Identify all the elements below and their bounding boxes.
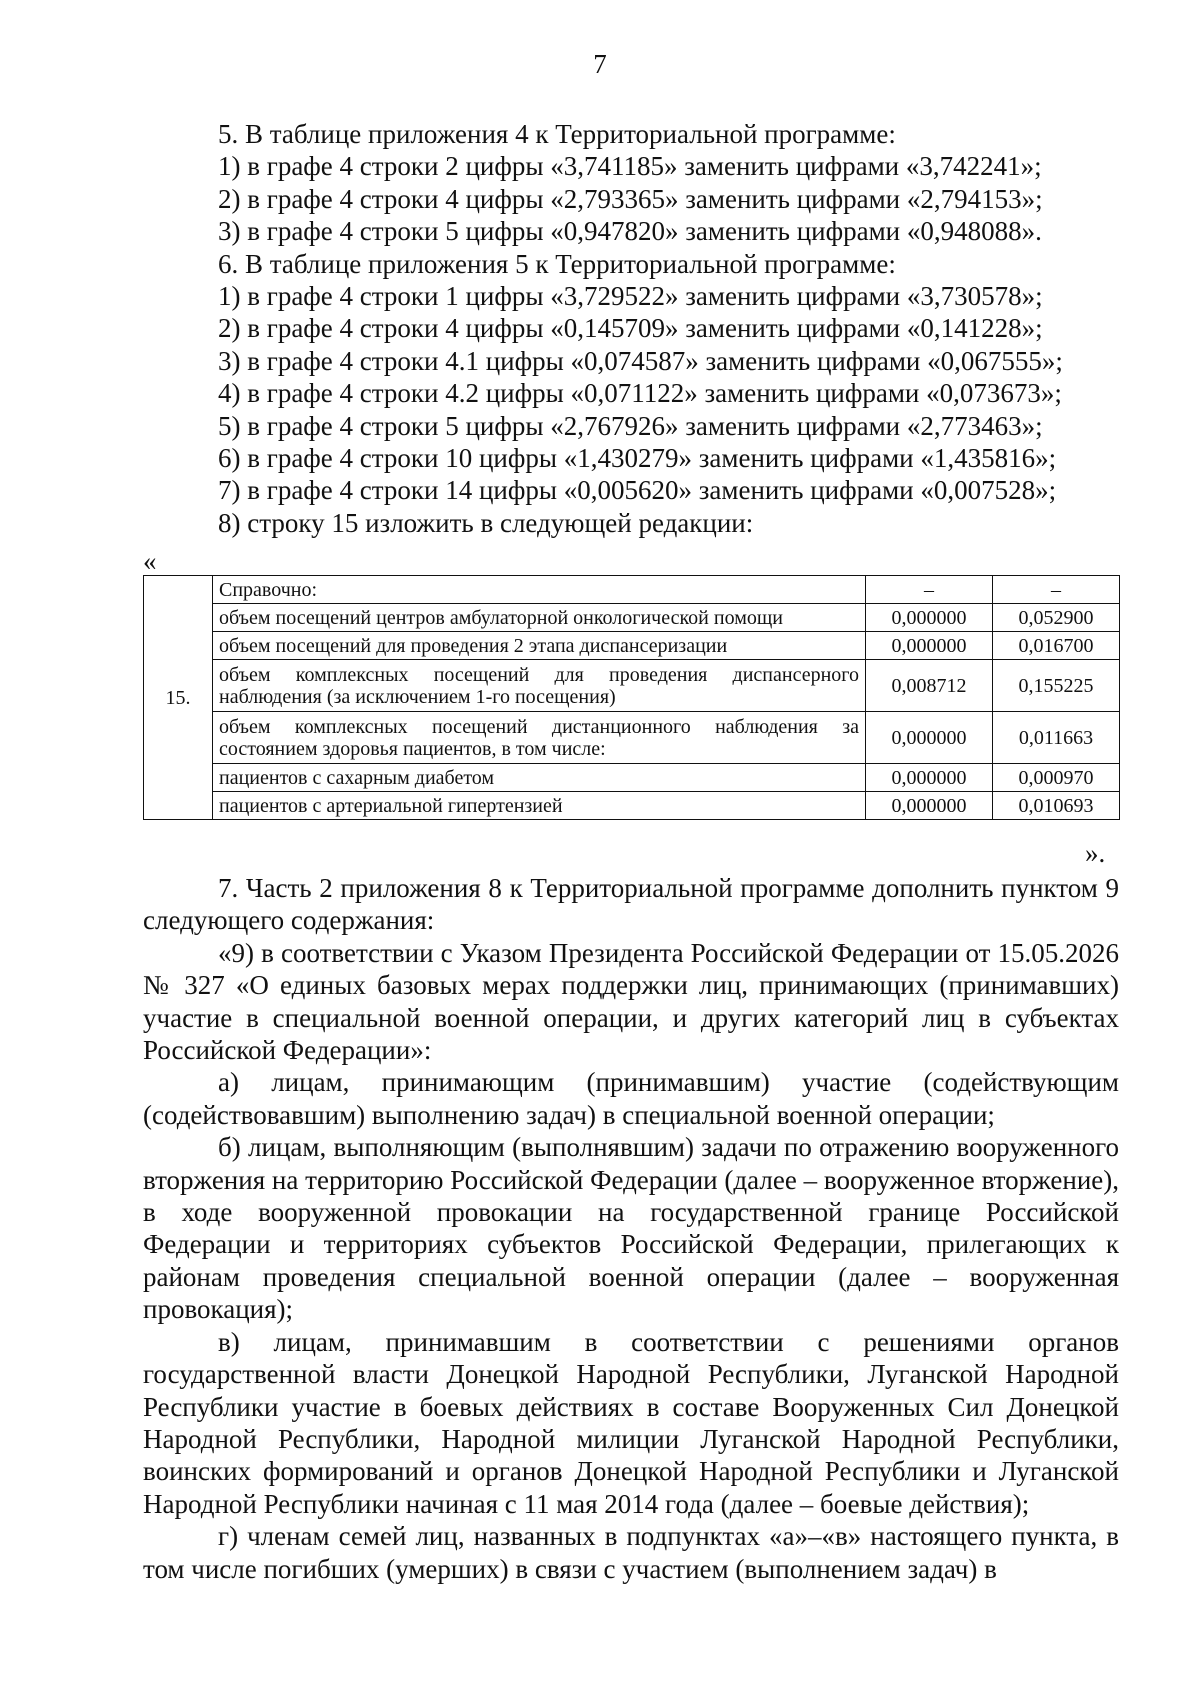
list-line: 8) строку 15 изложить в следующей редакции: (218, 507, 754, 538)
page-number: 7 (593, 49, 607, 79)
list-line: 4) в графе 4 строки 4.2 цифры «0,071122» заменить цифрами «0,073673»; (218, 378, 1062, 409)
quote-open: « (143, 546, 157, 576)
row-label: объем посещений для проведения 2 этапа диспансеризации (213, 632, 866, 660)
table-row (144, 604, 1120, 632)
table-row (144, 576, 1120, 604)
paragraph: в) лицам, принимавшим в соответствии с решениями органов государственной власти Донецкой Народной Республики, Луганской Народной Республики участие в боевых действиях в составе Вооруженных Сил Донецкой Народной Республики, Народной милиции Луганской Народной Республики, воинских формирований и органов Донецкой Народной Республики и Луганской Народной Республики начиная с 11 мая 2014 года (далее – боевые действия); (143, 1326, 1119, 1519)
value-cell: 0,000000 (866, 764, 993, 792)
list-line: 5) в графе 4 строки 5 цифры «2,767926» заменить цифрами «2,773463»; (218, 410, 1043, 441)
value-cell: 0,000000 (866, 632, 993, 660)
row-label: пациентов с артериальной гипертензией (213, 792, 866, 820)
list-line: 2) в графе 4 строки 4 цифры «2,793365» заменить цифрами «2,794153»; (218, 183, 1043, 214)
list-line: 6) в графе 4 строки 10 цифры «1,430279» заменить цифрами «1,435816»; (218, 442, 1057, 473)
value-cell: 0,011663 (993, 712, 1120, 764)
value-cell: – (993, 576, 1120, 604)
value-cell: 0,155225 (993, 660, 1120, 712)
paragraph: а) лицам, принимающим (принимавшим) участие (содействующим (содействовавшим) выполнению задач) в специальной военной операции; (143, 1067, 1119, 1130)
row-label: пациентов с сахарным диабетом (213, 764, 866, 792)
body-text (143, 872, 1119, 1585)
paragraph: г) членам семей лиц, названных в подпунктах «а»–«в» настоящего пункта, в том числе погибших (умерших) в связи с участием (выполнением задач) в (143, 1521, 1119, 1584)
table-row (144, 792, 1120, 820)
paragraph: б) лицам, выполняющим (выполнявшим) задачи по отражению вооруженного вторжения на территорию Российской Федерации (далее – вооруженное вторжение), в ходе вооруженной провокации на государственной границе Российской Федерации и территориях субъектов Российской Федерации, прилегающих к районам проведения специальной военной операции (далее – вооруженная провокация); (143, 1132, 1119, 1325)
paragraph: 7. Часть 2 приложения 8 к Территориальной программе дополнить пунктом 9 следующего содержания: (143, 873, 1119, 936)
list-line: 3) в графе 4 строки 5 цифры «0,947820» заменить цифрами «0,948088». (218, 216, 1042, 247)
list-line: 5. В таблице приложения 4 к Территориальной программе: (218, 119, 896, 149)
value-cell: 0,052900 (993, 604, 1120, 632)
row-label: объем посещений центров амбулаторной онкологической помощи (213, 604, 866, 632)
row-label: объем комплексных посещений для проведения диспансерного наблюдения (за исключением 1-го посещения) (213, 660, 866, 712)
list-line: 2) в графе 4 строки 4 цифры «0,145709» заменить цифрами «0,141228»; (218, 313, 1043, 344)
paragraph: «9) в соответствии с Указом Президента Российской Федерации от 15.05.2026 № 327 «О единых базовых мерах поддержки лиц, принимающих (принимавших) участие в специальной военной операции, и других категорий лиц в субъектах Российской Федерации»: (143, 937, 1119, 1066)
value-cell: 0,000000 (866, 712, 993, 764)
row-number-cell: 15. (144, 576, 213, 820)
list-line: 6. В таблице приложения 5 к Территориальной программе: (218, 248, 896, 279)
row-label: объем комплексных посещений дистанционного наблюдения за состоянием здоровья пациентов, в том числе: (213, 712, 866, 764)
row-label: Справочно: (213, 576, 866, 604)
table-row (144, 632, 1120, 660)
table-row (144, 712, 1120, 764)
list-line: 1) в графе 4 строки 1 цифры «3,729522» заменить цифрами «3,730578»; (218, 280, 1043, 311)
value-cell: 0,000970 (993, 764, 1120, 792)
value-cell: 0,000000 (866, 792, 993, 820)
value-cell: 0,010693 (993, 792, 1120, 820)
value-cell: – (866, 576, 993, 604)
list-line: 3) в графе 4 строки 4.1 цифры «0,074587» заменить цифрами «0,067555»; (218, 345, 1063, 376)
table-row (144, 764, 1120, 792)
amendment-table (143, 575, 1120, 820)
table-row (144, 660, 1120, 712)
value-cell: 0,008712 (866, 660, 993, 712)
list-line: 1) в графе 4 строки 2 цифры «3,741185» заменить цифрами «3,742241»; (218, 151, 1042, 182)
list-line: 7) в графе 4 строки 14 цифры «0,005620» заменить цифрами «0,007528»; (218, 475, 1057, 506)
value-cell: 0,016700 (993, 632, 1120, 660)
value-cell: 0,000000 (866, 604, 993, 632)
quote-close: ». (1085, 838, 1106, 868)
amendment-list (143, 118, 1119, 539)
